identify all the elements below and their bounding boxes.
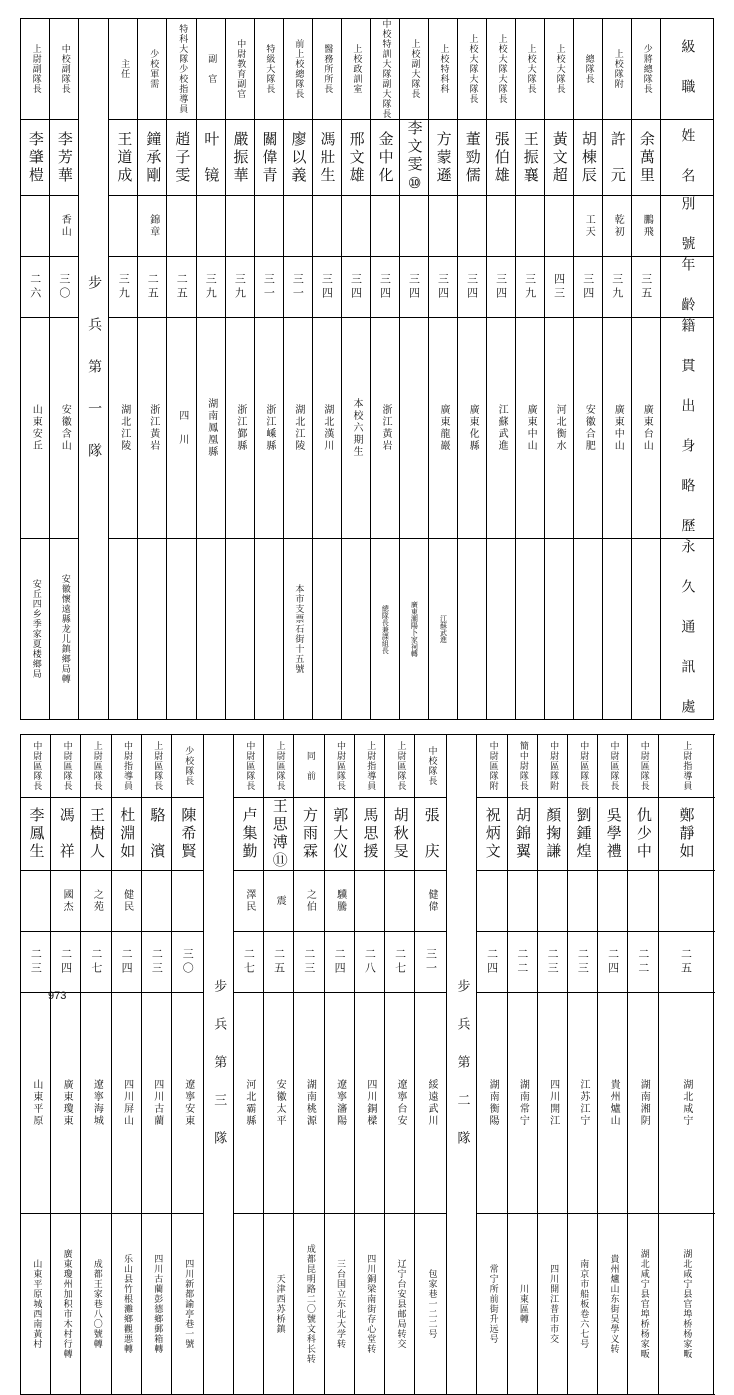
cell-age: 二五 [167, 257, 196, 318]
cell-name: 劉鍾煌 [567, 798, 597, 871]
cell-address: 辽宁台安县邮局转交 [385, 1214, 415, 1395]
cell-origin: 浙江嵊縣 [254, 318, 283, 539]
cell-age: 二四 [111, 932, 141, 993]
table-row-alias-1 [21, 196, 714, 257]
cell-origin: 遼寧安東 [172, 993, 204, 1214]
cell-origin: 湖南常宁 [507, 993, 537, 1214]
row-header-name: 姓 名 [661, 120, 714, 196]
cell-origin: 安徽含山 [50, 318, 79, 539]
cell-origin: 浙江鄞縣 [225, 318, 254, 539]
cell-address [234, 1214, 264, 1395]
cell-alias [507, 871, 537, 932]
cell-alias [196, 196, 225, 257]
cell-address: 南京市船板卷六七号 [567, 1214, 597, 1395]
cell-name: 馬思援 [354, 798, 384, 871]
cell-rank: 特級大隊長 [254, 19, 283, 120]
cell-address: 總隊長兼課組長 [370, 539, 399, 720]
cell-age: 二八 [354, 932, 384, 993]
cell-address: 四川新都諭亭巷一號 [172, 1214, 204, 1395]
cell-name: 叶 镜 [196, 120, 225, 196]
section-divider [20, 720, 714, 734]
cell-alias [486, 196, 515, 257]
cell-origin: 湖北江陵 [283, 318, 312, 539]
cell-age: 三四 [399, 257, 428, 318]
row-header-alias: 別 號 [661, 196, 714, 257]
cell-address [544, 539, 573, 720]
table-row-origin-2 [21, 993, 714, 1214]
cell-origin: 四 川 [167, 318, 196, 539]
cell-rank: 少將總隊長 [631, 19, 660, 120]
table-row-rank-1 [21, 19, 714, 120]
cell-address: 貴州爐山东街吴學义转 [598, 1214, 628, 1395]
cell-name: 邢文雄 [341, 120, 370, 196]
cell-rank: 上尉副隊長 [21, 19, 50, 120]
cell-alias [225, 196, 254, 257]
cell-rank: 前上校總隊長 [283, 19, 312, 120]
cell-address: 廣東潮陽卜家祠轉 [399, 539, 428, 720]
cell-address [573, 539, 602, 720]
cell-address [225, 539, 254, 720]
cell-origin: 江苏江宁 [567, 993, 597, 1214]
cell-address: 常宁所前街升远号 [477, 1214, 507, 1395]
cell-alias: 震 [264, 871, 294, 932]
cell-rank: 中尉區隊長 [234, 735, 264, 798]
cell-rank: 上校大隊大隊長 [457, 19, 486, 120]
cell-origin [399, 318, 428, 539]
cell-age: 三九 [515, 257, 544, 318]
cell-address [138, 539, 167, 720]
cell-alias [283, 196, 312, 257]
cell-address [341, 539, 370, 720]
cell-rank: 少校隊長 [172, 735, 204, 798]
cell-rank: 上校大隊長 [544, 19, 573, 120]
cell-address: 四川銅梁南街存心堂转 [354, 1214, 384, 1395]
cell-address: 成都王家巷八〇號轉 [81, 1214, 111, 1395]
cell-unit-label: 步 兵 第 三 隊 [203, 735, 233, 1395]
cell-origin: 湖南湘阴 [628, 993, 658, 1214]
cell-name: 方雨霖 [294, 798, 324, 871]
row-header-rank: 級 職 [661, 19, 714, 120]
cell-alias [312, 196, 341, 257]
table-row-alias-2 [21, 871, 714, 932]
cell-age: 二二 [628, 932, 658, 993]
row-header-address: 永 久 通 訊 處 [661, 539, 714, 720]
cell-alias [385, 871, 415, 932]
cell-alias [341, 196, 370, 257]
cell-address: 江蘇武進 [428, 539, 457, 720]
cell-name: 李鳳生 [21, 798, 51, 871]
cell-alias: 鵬飛 [631, 196, 660, 257]
cell-origin: 湖南鳳凰縣 [196, 318, 225, 539]
cell-rank: 上校大隊長 [515, 19, 544, 120]
table-row-address-1 [21, 539, 714, 720]
cell-origin: 廣東中山 [602, 318, 631, 539]
cell-name: 杜淵如 [111, 798, 141, 871]
cell-origin: 山東安丘 [21, 318, 50, 539]
cell-alias [109, 196, 138, 257]
cell-name: 李文雯⑩ [399, 120, 428, 196]
cell-name: 陳希賢 [172, 798, 204, 871]
cell-age: 二五 [658, 932, 713, 993]
cell-name: 胡棟辰 [573, 120, 602, 196]
cell-address [631, 539, 660, 720]
cell-rank: 中尉區隊長 [628, 735, 658, 798]
cell-name: 嚴振華 [225, 120, 254, 196]
cell-origin: 安徽合肥 [573, 318, 602, 539]
cell-age: 三四 [573, 257, 602, 318]
cell-name: 余萬里 [631, 120, 660, 196]
cell-origin: 山東平原 [21, 993, 51, 1214]
cell-address: 本市支票石街十五號 [283, 539, 312, 720]
cell-name: 李芳華 [50, 120, 79, 196]
cell-rank: 上校政訓室 [341, 19, 370, 120]
cell-rank: 同 前 [294, 735, 324, 798]
cell-origin: 綏遠武川 [415, 993, 447, 1214]
cell-alias [567, 871, 597, 932]
cell-age: 三四 [428, 257, 457, 318]
cell-alias [428, 196, 457, 257]
cell-address: 四川古藺彭德鄉郵箱轉 [141, 1214, 171, 1395]
cell-name: 卢集勤 [234, 798, 264, 871]
cell-origin: 四川屏山 [111, 993, 141, 1214]
cell-alias: 澤民 [234, 871, 264, 932]
cell-rank: 上尉指導員 [354, 735, 384, 798]
cell-name: 張 庆 [415, 798, 447, 871]
cell-alias: 驥騰 [324, 871, 354, 932]
cell-name: 祝炳文 [477, 798, 507, 871]
cell-origin: 本校六期生 [341, 318, 370, 539]
cell-age: 三四 [341, 257, 370, 318]
cell-rank: 總隊長 [573, 19, 602, 120]
table-row-name-2 [21, 798, 714, 871]
cell-alias: 健偉 [415, 871, 447, 932]
cell-address: 天津西苏桥鎮 [264, 1214, 294, 1395]
cell-name: 駱 濱 [141, 798, 171, 871]
cell-age: 二三 [567, 932, 597, 993]
cell-address [515, 539, 544, 720]
cell-origin: 浙江黃岩 [138, 318, 167, 539]
cell-alias [167, 196, 196, 257]
cell-origin: 廣東龍巖 [428, 318, 457, 539]
cell-age: 二七 [81, 932, 111, 993]
cell-rank: 上尉區隊長 [81, 735, 111, 798]
cell-alias [544, 196, 573, 257]
cell-age: 二四 [477, 932, 507, 993]
cell-rank: 主任 [109, 19, 138, 120]
cell-name: 王振襄 [515, 120, 544, 196]
roster-table-section-2 [20, 734, 714, 1395]
cell-name: 仇少中 [628, 798, 658, 871]
cell-age: 三四 [370, 257, 399, 318]
cell-address: 安徽懷遠縣龙儿鎮鄉局轉 [50, 539, 79, 720]
cell-name: 董勁儒 [457, 120, 486, 196]
cell-rank: 中尉區隊長 [598, 735, 628, 798]
cell-name: 胡秋旻 [385, 798, 415, 871]
cell-origin: 遼寧海城 [81, 993, 111, 1214]
cell-age: 二二 [507, 932, 537, 993]
cell-name: 鐘承剛 [138, 120, 167, 196]
cell-address: 安丘四乡季家夏楼鄉局 [21, 539, 50, 720]
cell-age: 三一 [254, 257, 283, 318]
cell-age: 二三 [537, 932, 567, 993]
cell-origin: 貴州爐山 [598, 993, 628, 1214]
cell-age: 三九 [109, 257, 138, 318]
cell-rank: 中校隊長 [415, 735, 447, 798]
cell-name: 王道成 [109, 120, 138, 196]
cell-rank: 中尉區隊附 [537, 735, 567, 798]
cell-name: 顏掬謙 [537, 798, 567, 871]
cell-alias: 乾初 [602, 196, 631, 257]
cell-rank: 上尉指導員 [658, 735, 713, 798]
cell-age: 二四 [51, 932, 81, 993]
cell-name: 吳學禮 [598, 798, 628, 871]
cell-alias [658, 871, 713, 932]
cell-rank: 中尉教育副官 [225, 19, 254, 120]
cell-age: 二四 [598, 932, 628, 993]
cell-address [312, 539, 341, 720]
row-header-origin: 籍 貫 出 身 略 歷 [661, 318, 714, 539]
cell-origin: 江蘇武進 [486, 318, 515, 539]
cell-address [457, 539, 486, 720]
cell-alias: 錦章 [138, 196, 167, 257]
cell-alias: 之苑 [81, 871, 111, 932]
cell-alias: 香山 [50, 196, 79, 257]
roster-table-section-1 [20, 18, 714, 720]
cell-address: 乐山县竹根灘鄉觀悪轉 [111, 1214, 141, 1395]
cell-name: 張伯雄 [486, 120, 515, 196]
cell-rank: 中尉區隊長 [567, 735, 597, 798]
cell-origin: 四川銅樑 [354, 993, 384, 1214]
cell-origin: 四川古藺 [141, 993, 171, 1214]
cell-name: 趙子雯 [167, 120, 196, 196]
cell-origin: 廣東中山 [515, 318, 544, 539]
cell-name: 廖以義 [283, 120, 312, 196]
cell-age: 三一 [415, 932, 447, 993]
cell-origin: 浙江黃岩 [370, 318, 399, 539]
cell-age: 二五 [264, 932, 294, 993]
table-row-origin-1 [21, 318, 714, 539]
cell-age: 三九 [225, 257, 254, 318]
cell-age: 二三 [141, 932, 171, 993]
table-row-rank-2 [21, 735, 714, 798]
cell-address [602, 539, 631, 720]
cell-alias [254, 196, 283, 257]
cell-origin: 遼寧瀋陽 [324, 993, 354, 1214]
cell-address [196, 539, 225, 720]
cell-age: 二七 [385, 932, 415, 993]
cell-alias [399, 196, 428, 257]
cell-address: 廣東瓊州加积市木村行轉 [51, 1214, 81, 1395]
cell-rank: 上校副大隊長 [399, 19, 428, 120]
cell-name: 鄭靜如 [658, 798, 713, 871]
cell-name: 金中化 [370, 120, 399, 196]
cell-name: 馮壯生 [312, 120, 341, 196]
cell-name: 馮 祥 [51, 798, 81, 871]
cell-name: 關偉青 [254, 120, 283, 196]
cell-address: 山東平原城西南黃村 [21, 1214, 51, 1395]
cell-name: 王樹人 [81, 798, 111, 871]
cell-rank: 中尉區隊長 [21, 735, 51, 798]
cell-origin: 湖南桃源 [294, 993, 324, 1214]
cell-origin: 湖北咸宁 [658, 993, 713, 1214]
cell-address: 包家巷一二二号 [415, 1214, 447, 1395]
row-header-age: 年 齡 [661, 257, 714, 318]
cell-alias [354, 871, 384, 932]
cell-address [109, 539, 138, 720]
cell-age: 二三 [294, 932, 324, 993]
cell-rank: 中尉區隊長 [51, 735, 81, 798]
cell-rank: 上尉區隊長 [264, 735, 294, 798]
cell-origin: 廣東化縣 [457, 318, 486, 539]
table-row-name-1 [21, 120, 714, 196]
cell-rank: 上尉區隊長 [385, 735, 415, 798]
cell-age: 二五 [138, 257, 167, 318]
cell-rank: 中尉區隊長 [324, 735, 354, 798]
cell-origin: 河北霸縣 [234, 993, 264, 1214]
cell-origin: 四川開江 [537, 993, 567, 1214]
cell-name: 王思溥⑪ [264, 798, 294, 871]
cell-alias [141, 871, 171, 932]
cell-rank: 上尉區隊長 [141, 735, 171, 798]
cell-alias [172, 871, 204, 932]
cell-age: 四三 [544, 257, 573, 318]
cell-rank: 少校軍需 [138, 19, 167, 120]
table-row-age-2 [21, 932, 714, 993]
cell-unit-label: 步 兵 第 一 隊 [79, 19, 109, 720]
cell-origin: 廣東台山 [631, 318, 660, 539]
cell-address: 川東區轉 [507, 1214, 537, 1395]
cell-age: 三九 [196, 257, 225, 318]
cell-rank: 醫務所所長 [312, 19, 341, 120]
cell-address [167, 539, 196, 720]
cell-age: 二七 [234, 932, 264, 993]
cell-alias [515, 196, 544, 257]
cell-rank: 特科大隊少校指導員 [167, 19, 196, 120]
cell-alias [457, 196, 486, 257]
cell-origin: 安徽太平 [264, 993, 294, 1214]
cell-rank: 上校特科科 [428, 19, 457, 120]
cell-address [486, 539, 515, 720]
cell-age: 三四 [312, 257, 341, 318]
cell-age: 三四 [457, 257, 486, 318]
cell-age: 三五 [631, 257, 660, 318]
cell-alias [537, 871, 567, 932]
cell-name: 黃文超 [544, 120, 573, 196]
cell-age: 二六 [21, 257, 50, 318]
cell-age: 二四 [324, 932, 354, 993]
cell-age: 二三 [21, 932, 51, 993]
cell-age: 三一 [283, 257, 312, 318]
cell-alias: 工天 [573, 196, 602, 257]
table-row-age-1 [21, 257, 714, 318]
cell-rank: 上校隊附 [602, 19, 631, 120]
cell-alias [598, 871, 628, 932]
cell-rank: 副 官 [196, 19, 225, 120]
cell-age: 三九 [602, 257, 631, 318]
page-number: 973 [48, 990, 66, 1002]
cell-alias [21, 871, 51, 932]
cell-address: 成都昆明路二〇號文科长转 [294, 1214, 324, 1395]
cell-address: 三台国立东北大学转 [324, 1214, 354, 1395]
cell-unit-label: 步 兵 第 二 隊 [447, 735, 477, 1395]
cell-alias: 國杰 [51, 871, 81, 932]
cell-alias [477, 871, 507, 932]
cell-origin: 河北衡水 [544, 318, 573, 539]
cell-rank: 中尉指導員 [111, 735, 141, 798]
cell-age: 三〇 [50, 257, 79, 318]
cell-name: 方蒙遜 [428, 120, 457, 196]
cell-address: 湖北咸宁县官埠桥杨家畈 [658, 1214, 713, 1395]
cell-age: 三〇 [172, 932, 204, 993]
cell-name: 許 元 [602, 120, 631, 196]
cell-address: 四川開江普市市交 [537, 1214, 567, 1395]
cell-name: 胡錦翼 [507, 798, 537, 871]
cell-origin: 湖北漢川 [312, 318, 341, 539]
cell-address: 湖北咸宁县官埠桥杨家畈 [628, 1214, 658, 1395]
cell-name: 郭大仪 [324, 798, 354, 871]
cell-alias [370, 196, 399, 257]
cell-address [254, 539, 283, 720]
cell-rank: 簡中尉隊長 [507, 735, 537, 798]
cell-alias [628, 871, 658, 932]
cell-rank: 中校副隊長 [50, 19, 79, 120]
cell-alias: 之伯 [294, 871, 324, 932]
cell-origin: 廣東瓊東 [51, 993, 81, 1214]
cell-name: 李肇榿 [21, 120, 50, 196]
cell-alias [21, 196, 50, 257]
cell-rank: 上校大隊大隊長 [486, 19, 515, 120]
table-row-address-2 [21, 1214, 714, 1395]
cell-age: 三四 [486, 257, 515, 318]
cell-rank: 中尉區隊附 [477, 735, 507, 798]
cell-origin: 湖北江陵 [109, 318, 138, 539]
cell-rank: 中校特訓大隊副大隊長 [370, 19, 399, 120]
cell-origin: 遼寧台安 [385, 993, 415, 1214]
cell-alias: 健民 [111, 871, 141, 932]
cell-origin: 湖南衡陽 [477, 993, 507, 1214]
